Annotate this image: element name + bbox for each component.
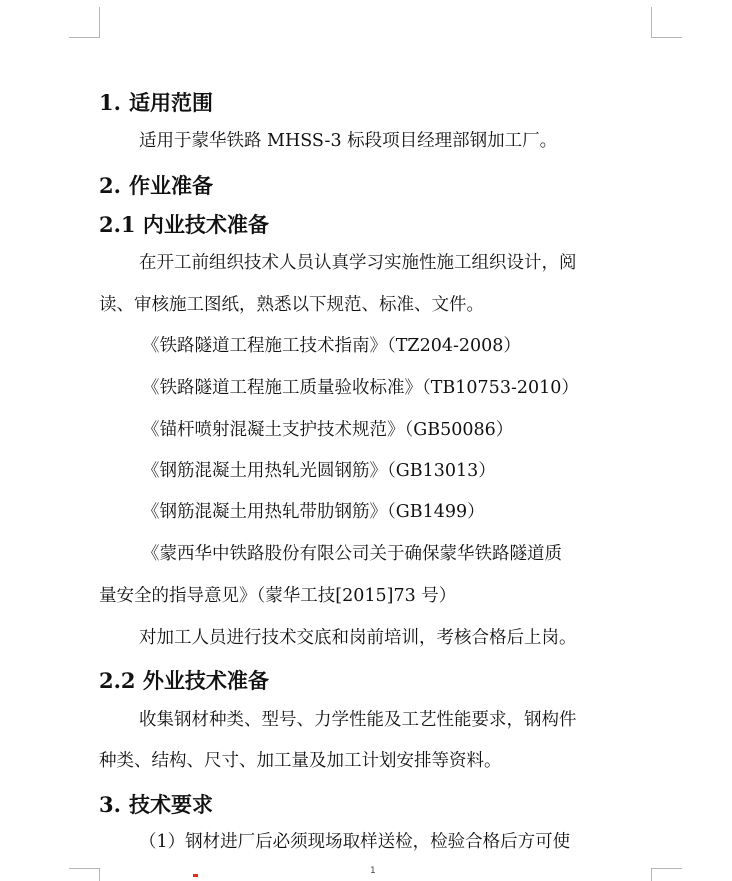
standard-item: 《钢筋混凝土用热轧光圆钢筋》（GB13013）	[142, 461, 496, 481]
heading-2	[99, 170, 213, 200]
heading-title: 作业准备	[129, 173, 213, 198]
paragraph: 对加工人员进行技术交底和岗前培训，考核合格后上岗。	[139, 628, 577, 648]
standard-item: 《铁路隧道工程施工质量验收标准》（TB10753-2010）	[142, 378, 579, 398]
margin-corner-mark	[651, 7, 682, 38]
heading-title: 技术要求	[129, 792, 213, 817]
heading-number: 1.	[99, 90, 121, 115]
subheading-2-1: 2.1 内业技术准备	[99, 212, 269, 237]
paragraph-line: （1）钢材进厂后必须现场取样送检，检验合格后方可使	[139, 832, 571, 852]
margin-corner-mark	[651, 868, 682, 881]
heading-3	[99, 789, 213, 819]
heading-title: 适用范围	[129, 90, 213, 115]
paragraph-line: 《蒙西华中铁路股份有限公司关于确保蒙华铁路隧道质	[142, 544, 562, 564]
standard-item: 《钢筋混凝土用热轧带肋钢筋》（GB1499）	[142, 502, 485, 522]
margin-corner-mark	[69, 868, 100, 881]
heading-number: 3.	[99, 792, 121, 817]
paragraph-line: 收集钢材种类、型号、力学性能及工艺性能要求，钢构件	[139, 710, 577, 730]
heading-number: 2.	[99, 173, 121, 198]
subheading-2-2: 2.2 外业技术准备	[99, 668, 269, 693]
heading-1	[99, 87, 213, 117]
margin-corner-mark	[69, 7, 100, 38]
paragraph: 适用于蒙华铁路 MHSS-3 标段项目经理部钢加工厂。	[139, 131, 558, 151]
paragraph-line: 在开工前组织技术人员认真学习实施性施工组织设计，阅	[139, 253, 577, 273]
page-number: 1	[370, 866, 376, 876]
paragraph-line: 量安全的指导意见》（蒙华工技[2015]73 号）	[99, 586, 457, 606]
standard-item: 《铁路隧道工程施工技术指南》（TZ204-2008）	[142, 336, 521, 356]
paragraph-line: 读、审核施工图纸，熟悉以下规范、标准、文件。	[99, 295, 484, 315]
standard-item: 《锚杆喷射混凝土支护技术规范》（GB50086）	[142, 420, 514, 440]
paragraph-line: 种类、结构、尺寸、加工量及加工计划安排等资料。	[99, 751, 502, 771]
